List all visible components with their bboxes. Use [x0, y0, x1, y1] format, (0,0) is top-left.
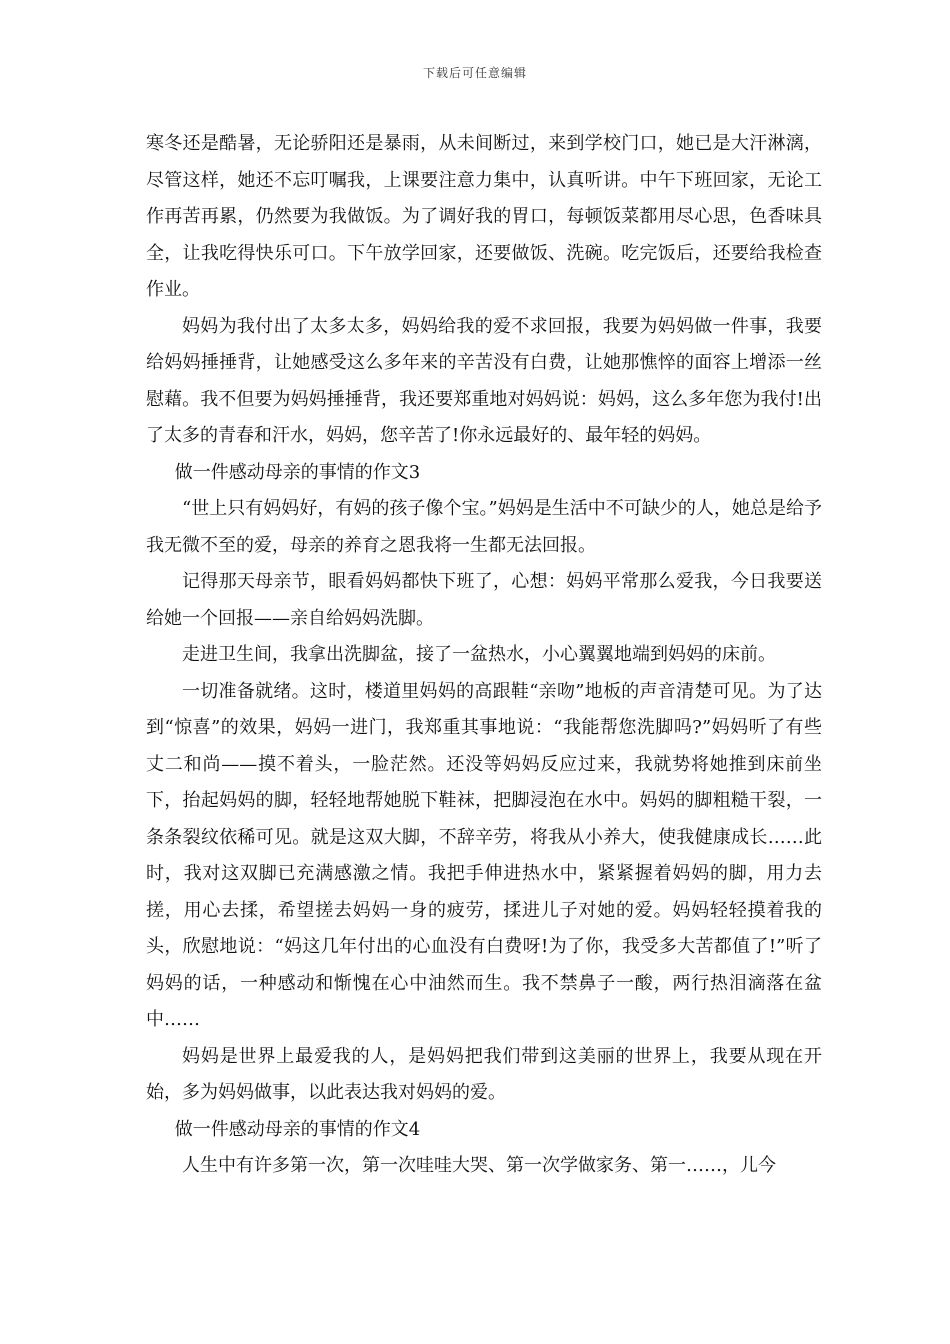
page-header: 下载后可任意编辑 [422, 66, 527, 80]
section-heading: 做一件感动母亲的事情的作文4 [174, 1118, 421, 1140]
paragraph: 一切准备就绪。这时，楼道里妈妈的高跟鞋“亲吻”地板的声音清楚可见。为了达到“惊喜”的效果，妈妈一进门，我郑重其事地说：“我能帮您洗脚吗?”妈妈听了有些丈二和尚——摸不着头，一脸茫然。还没等妈妈反应过来，我就势将她推到床前坐下，抬起妈妈的脚，轻轻地帮她脱下鞋袜，把脚浸泡在水中。妈妈的脚粗糙干裂，一条条裂纹依稀可见。就是这双大脚，不辞辛劳，将我从小养大，使我健康成长……此时，我对这双脚已充满感激之情。我把手伸进热水中，紧紧握着妈妈的脚，用力去搓，用心去揉，希望搓去妈妈一身的疲劳，揉进儿子对她的爱。妈妈轻轻摸着我的头，欣慰地说：“妈这几年付出的心血没有白费呀!为了你，我受多大苦都值了!”听了妈妈的话，一种感动和惭愧在心中油然而生。我不禁鼻子一酸，两行热泪滴落在盆中…… [146, 680, 822, 1030]
paragraph: 寒冬还是酷暑，无论骄阳还是暴雨，从未间断过，来到学校门口，她已是大汗淋漓，尽管这样，她还不忘叮嘱我，上课要注意力集中，认真听讲。中午下班回家，无论工作再苦再累，仍然要为我做饭。为了调好我的胃口，每顿饭菜都用尽心思，色香味具全，让我吃得快乐可口。下午放学回家，还要做饭、洗碗。吃完饭后，还要给我检查作业。 [146, 133, 822, 300]
paragraph: 记得那天母亲节，眼看妈妈都快下班了，心想：妈妈平常那么爱我，今日我要送给她一个回报——亲自给妈妈洗脚。 [146, 571, 822, 629]
document-body [146, 126, 822, 1185]
paragraph: 妈妈为我付出了太多太多，妈妈给我的爱不求回报，我要为妈妈做一件事，我要给妈妈捶捶背，让她感受这么多年来的辛苦没有白费，让她那憔悴的面容上增添一丝慰藉。我不但要为妈妈捶捶背，我还要郑重地对妈妈说：妈妈，这么多年您为我付!出了太多的青春和汗水，妈妈，您辛苦了!你永远最好的、最年轻的妈妈。 [146, 315, 822, 446]
section-heading: 做一件感动母亲的事情的作文3 [174, 461, 421, 483]
paragraph: “世上只有妈妈好，有妈的孩子像个宝。”妈妈是生活中不可缺少的人，她总是给予我无微不至的爱，母亲的养育之恩我将一生都无法回报。 [146, 498, 822, 556]
paragraph: 人生中有许多第一次，第一次哇哇大哭、第一次学做家务、第一……，儿今 [182, 1155, 776, 1176]
paragraph: 走进卫生间，我拿出洗脚盆，接了一盆热水，小心翼翼地端到妈妈的床前。 [182, 644, 776, 665]
paragraph: 妈妈是世界上最爱我的人，是妈妈把我们带到这美丽的世界上，我要从现在开始，多为妈妈做事，以此表达我对妈妈的爱。 [146, 1045, 822, 1103]
